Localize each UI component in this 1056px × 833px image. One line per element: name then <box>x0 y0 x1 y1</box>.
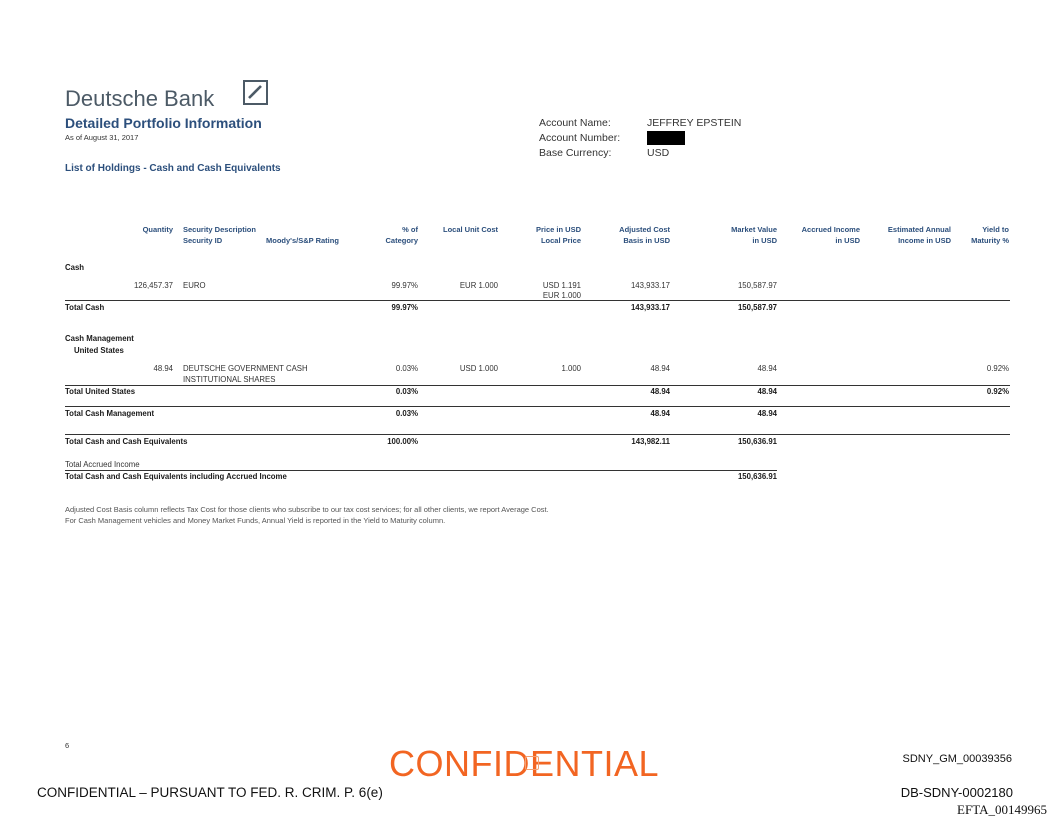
total-cash-mgmt-adj-cost: 48.94 <box>650 409 670 418</box>
grand-total-adj-cost: 143,982.11 <box>631 437 670 446</box>
col-quantity: Quantity <box>142 225 173 234</box>
base-currency-label: Base Currency: <box>539 147 612 159</box>
total-us-ytm: 0.92% <box>986 387 1009 396</box>
col-ytm-1: Yield to <box>982 225 1009 234</box>
cm-adj-cost: 48.94 <box>650 364 670 373</box>
col-price-1: Price in USD <box>535 225 581 234</box>
cash-market-value: 150,587.97 <box>737 281 777 290</box>
cm-description-1: DEUTSCHE GOVERNMENT CASH <box>183 364 308 373</box>
col-price-2: Local Price <box>540 236 581 245</box>
col-ai-1: Accrued Income <box>801 225 860 234</box>
total-cash-market-value: 150,587.97 <box>737 303 777 312</box>
col-security-description: Security Description <box>183 225 256 234</box>
deutsche-bank-logo-icon <box>243 80 268 105</box>
total-us-adj-cost: 48.94 <box>650 387 670 396</box>
grand-total-market-value: 150,636.91 <box>737 437 777 446</box>
col-adj-2: Basis in USD <box>623 236 670 245</box>
bates-number-1: SDNY_GM_00039356 <box>902 753 1012 765</box>
logo-text: Deutsche Bank <box>65 86 215 111</box>
cm-ytm: 0.92% <box>986 364 1009 373</box>
account-name-label: Account Name: <box>539 117 611 129</box>
total-cash-mgmt-market-value: 48.94 <box>757 409 777 418</box>
grand-total-pct: 100.00% <box>387 437 418 446</box>
cash-price-usd: USD 1.191 <box>542 281 581 290</box>
cash-mgmt-heading: Cash Management <box>65 334 134 343</box>
section-title: List of Holdings - Cash and Cash Equivalents <box>65 163 281 174</box>
total-us-market-value: 48.94 <box>757 387 777 396</box>
cm-quantity: 48.94 <box>153 364 173 373</box>
cash-local-price: EUR 1.000 <box>542 291 581 300</box>
base-currency-value: USD <box>647 147 670 159</box>
account-name-value: JEFFREY EPSTEIN <box>647 117 742 129</box>
col-ytm-2: Maturity % <box>971 236 1009 245</box>
legal-notice: CONFIDENTIAL – PURSUANT TO FED. R. CRIM. P. 6(e) <box>37 785 383 800</box>
cash-quantity: 126,457.37 <box>133 281 173 290</box>
cash-pct: 99.97% <box>391 281 418 290</box>
bates-number-2: DB-SDNY-0002180 <box>900 785 1013 800</box>
divider <box>65 406 1010 407</box>
total-us-pct: 0.03% <box>395 387 418 396</box>
total-cash-mgmt-pct: 0.03% <box>395 409 418 418</box>
note-line-2: For Cash Management vehicles and Money Market Funds, Annual Yield is reported in the Yield to Maturity column. <box>65 516 446 525</box>
cash-heading: Cash <box>65 263 85 272</box>
account-number-label: Account Number: <box>539 132 621 144</box>
note-line-1: Adjusted Cost Basis column reflects Tax Cost for those clients who subscribe to our tax cost services; for all other clients, we report Average Cost. <box>65 505 549 514</box>
redaction-box <box>647 131 685 145</box>
col-pct-1: % of <box>402 225 418 234</box>
total-cash-mgmt-label: Total Cash Management <box>65 409 155 418</box>
total-accrued-income-label: Total Accrued Income <box>65 460 140 469</box>
divider <box>65 434 1010 435</box>
col-mv-2: in USD <box>752 236 777 245</box>
col-rating: Moody's/S&P Rating <box>266 236 339 245</box>
cm-market-value: 48.94 <box>757 364 777 373</box>
total-cash-pct: 99.97% <box>391 303 418 312</box>
grand-total-label: Total Cash and Cash Equivalents <box>65 437 188 446</box>
cm-local-unit-cost: USD 1.000 <box>459 364 498 373</box>
total-cash-adj-cost: 143,933.17 <box>630 303 670 312</box>
cash-adj-cost: 143,933.17 <box>630 281 670 290</box>
page-title: Detailed Portfolio Information <box>65 115 262 131</box>
col-pct-2: Category <box>385 236 418 245</box>
stamp-mark-icon <box>525 756 539 770</box>
total-incl-accrued-value: 150,636.91 <box>737 472 777 481</box>
total-incl-accrued-label: Total Cash and Cash Equivalents including Accrued Income <box>65 472 287 481</box>
confidential-stamp: CONFIDENTIAL <box>389 743 660 784</box>
cm-price: 1.000 <box>561 364 581 373</box>
cm-pct: 0.03% <box>395 364 418 373</box>
cash-local-unit-cost: EUR 1.000 <box>459 281 498 290</box>
col-ea-1: Estimated Annual <box>887 225 951 234</box>
cash-description: EURO <box>183 281 206 290</box>
cm-description-2: INSTITUTIONAL SHARES <box>183 375 276 384</box>
col-adj-1: Adjusted Cost <box>619 225 670 234</box>
total-cash-label: Total Cash <box>65 303 105 312</box>
divider <box>65 300 1010 301</box>
page-number: 6 <box>65 741 70 750</box>
cash-mgmt-subheading: United States <box>74 346 124 355</box>
total-us-label: Total United States <box>65 387 136 396</box>
divider <box>65 385 1010 386</box>
col-security-id: Security ID <box>183 236 223 245</box>
as-of-date: As of August 31, 2017 <box>65 133 139 142</box>
col-ai-2: in USD <box>835 236 860 245</box>
bates-number-3: EFTA_00149965 <box>957 802 1047 817</box>
col-local-unit-cost: Local Unit Cost <box>442 225 498 234</box>
col-mv-1: Market Value <box>731 225 777 234</box>
divider <box>65 470 777 471</box>
col-ea-2: Income in USD <box>898 236 951 245</box>
